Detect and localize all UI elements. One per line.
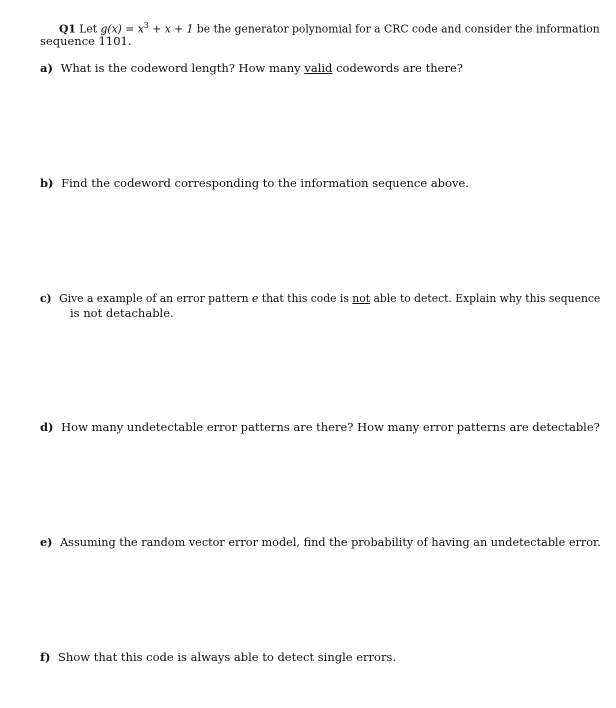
part-c-text-post: able to detect. Explain why this sequence (373, 292, 601, 305)
part-a (40, 61, 463, 76)
part-a-text-pre: What is the codeword length? How many (60, 61, 301, 75)
part-e-text: Assuming the random vector error model, find the probability of having an undetectable error. (60, 536, 601, 549)
part-a-text-post: codewords are there? (336, 61, 463, 75)
part-b (40, 176, 469, 191)
part-f (40, 650, 396, 665)
part-a-label: a) (40, 61, 53, 75)
part-e (40, 535, 601, 550)
poly-lhs: g(x) (100, 22, 122, 36)
part-d-label: d) (40, 420, 54, 434)
poly-rhs-b: + x + 1 (148, 22, 194, 36)
question-intro-line1 (59, 18, 600, 37)
intro-pre: Let (79, 22, 98, 36)
part-c (40, 291, 600, 306)
part-c-text-var: e (251, 292, 259, 305)
poly-rhs-a: x (137, 22, 144, 36)
part-a-text-underlined: valid (304, 61, 333, 75)
poly-rhs-exp: 3 (143, 21, 149, 30)
part-c-line2: is not detachable. (70, 306, 174, 320)
part-d-text: How many undetectable error patterns are there? How many error patterns are detectable? (61, 420, 600, 434)
part-c-text-underlined: not (352, 292, 371, 305)
part-e-label: e) (40, 535, 53, 549)
part-c-text-mid: that this code is (261, 292, 349, 305)
part-f-text: Show that this code is always able to detect single errors. (58, 650, 397, 664)
part-d (40, 420, 600, 435)
part-c-label: c) (40, 292, 52, 305)
intro-post: be the generator polynomial for a CRC code and consider the information (196, 22, 600, 36)
poly-eq: = (121, 22, 138, 36)
part-b-text: Find the codeword corresponding to the information sequence above. (61, 176, 469, 190)
part-b-label: b) (40, 176, 54, 190)
question-intro-line2: sequence 1101. (40, 34, 132, 48)
question-number: Q1 (59, 22, 76, 36)
part-f-label: f) (40, 650, 51, 664)
part-c-text-pre: Give a example of an error pattern (59, 292, 249, 305)
